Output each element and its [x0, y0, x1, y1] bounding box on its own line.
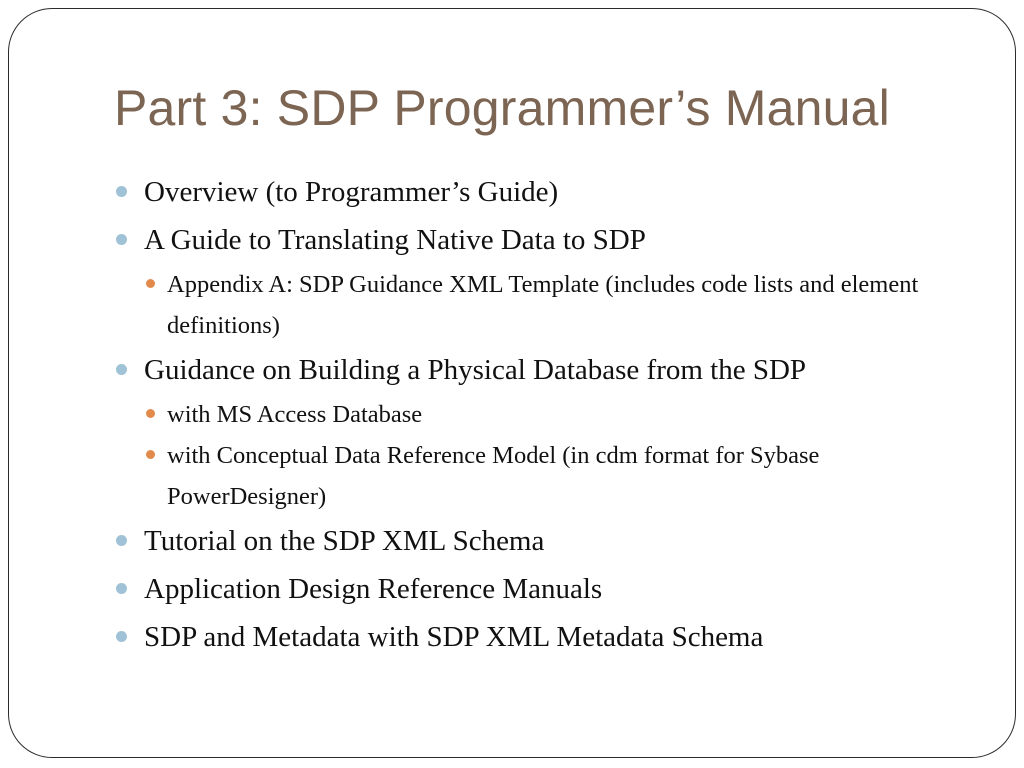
sub-bullet-item-conceptual-model — [116, 435, 956, 517]
sub-bullet-item-appendix-a — [116, 264, 956, 346]
sub-bullet-dot-icon — [146, 409, 155, 418]
bullet-text: Overview (to Programmer’s Guide) — [144, 176, 559, 208]
bullet-dot-icon — [116, 364, 127, 375]
sub-bullet-dot-icon — [146, 450, 155, 459]
bullet-item-translating-guide — [116, 216, 956, 264]
bullet-dot-icon — [116, 234, 127, 245]
bullet-dot-icon — [116, 583, 127, 594]
bullet-text: Guidance on Building a Physical Database from the SDP — [144, 354, 807, 386]
bullet-dot-icon — [116, 631, 127, 642]
slide-title: Part 3: SDP Programmer’s Manual — [114, 80, 890, 136]
bullet-list — [116, 168, 956, 661]
bullet-item-design-reference-manuals — [116, 565, 956, 613]
bullet-item-xml-schema-tutorial — [116, 517, 956, 565]
bullet-dot-icon — [116, 186, 127, 197]
sub-bullet-text: Appendix A: SDP Guidance XML Template (includes code lists and element definitions) — [167, 271, 919, 339]
bullet-text: A Guide to Translating Native Data to SDP — [144, 224, 646, 256]
bullet-dot-icon — [116, 535, 127, 546]
bullet-text: SDP and Metadata with SDP XML Metadata Schema — [144, 621, 764, 653]
sub-bullet-text: with Conceptual Data Reference Model (in cdm format for Sybase PowerDesigner) — [167, 442, 820, 510]
bullet-text: Tutorial on the SDP XML Schema — [144, 525, 545, 557]
sub-bullet-item-ms-access — [116, 394, 956, 435]
bullet-item-physical-database — [116, 346, 956, 394]
bullet-item-overview — [116, 168, 956, 216]
sub-bullet-dot-icon — [146, 279, 155, 288]
bullet-item-metadata-schema — [116, 613, 956, 661]
bullet-text: Application Design Reference Manuals — [144, 573, 603, 605]
sub-bullet-text: with MS Access Database — [167, 401, 423, 428]
